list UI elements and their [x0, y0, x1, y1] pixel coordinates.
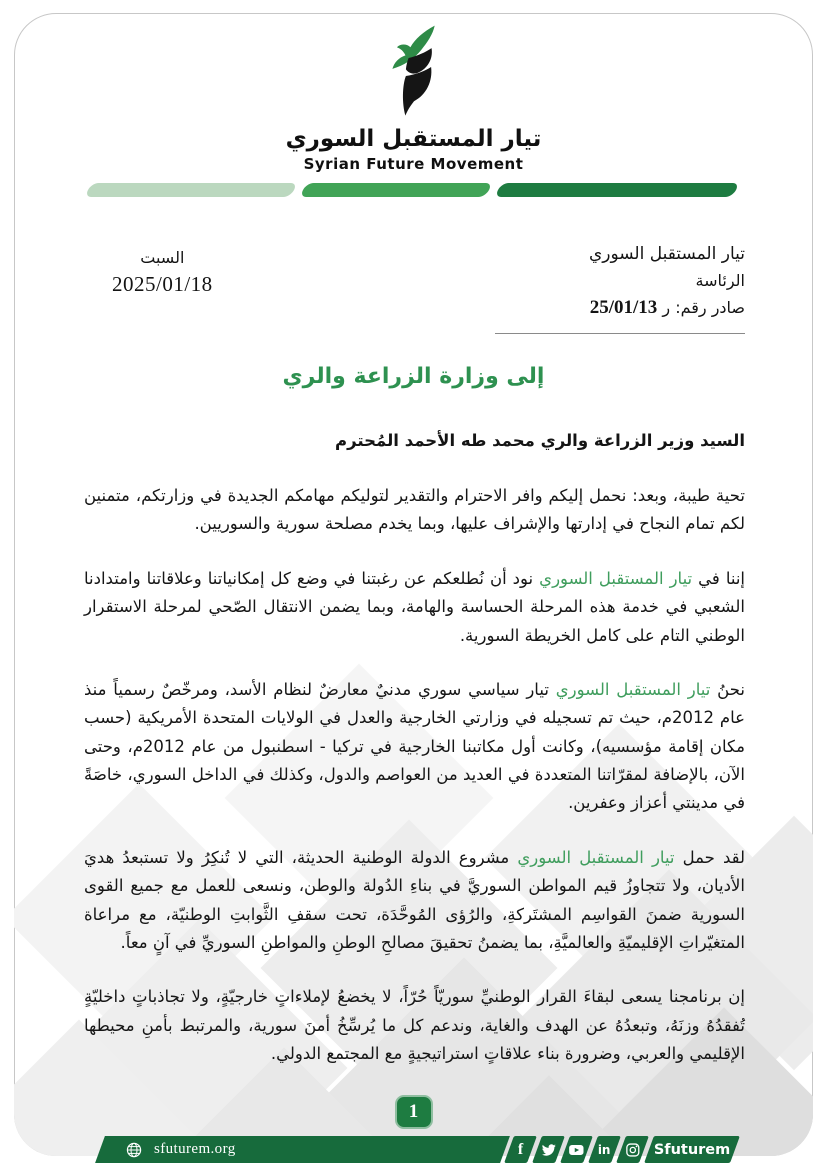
header-divider-bars [88, 183, 739, 197]
social-handle[interactable] [644, 1136, 740, 1163]
paragraph-text-segment: مشروع الدولة الوطنية الحديثة، التي لا تُنكِرُ ولا تستبعدُ هديَ الأديان، ولا تتجاوزُ قيم المواطن السوريَّ في بناءِ الدُولة والوطن، ونسعى للعمل مع جميع القوى السورية ضمنَ القواسِم المشتَركةِ، والرُؤى المُوحَّدَة، تحت سقفِ الثَّوابتِ الوطنيّة، مع مراعاة المتغيّراتِ الإقليميّةِ والعالميَّةِ، بما يضمنُ تحقيقَ مصالحِ الوطنِ والمواطنِ السوريِّ في آنٍ معاً. [84, 847, 745, 952]
letter-body [84, 482, 745, 1068]
flame-bird-logo-icon [387, 24, 441, 120]
org-name-english: Syrian Future Movement [303, 155, 524, 173]
letter-paragraph [84, 482, 745, 539]
paragraph-text-segment: لقد حمل [674, 847, 745, 867]
org-line: تيار المستقبل السوري [588, 244, 745, 264]
letter-paragraph [84, 844, 745, 958]
date-value: 2025/01/18 [112, 272, 213, 296]
divider-bar-dark [494, 183, 739, 197]
reference-number: 25/01/13 [589, 297, 658, 318]
department-line: الرئاسة [695, 271, 745, 290]
social-links [509, 1136, 735, 1163]
addressee-line: السيد وزير الزراعة والري محمد طه الأحمد المُحترم [335, 431, 745, 450]
facebook-icon[interactable]: f [504, 1136, 537, 1163]
paragraph-text-segment: إننا في [692, 568, 745, 588]
paragraph-text-segment: إن برنامجنا يسعى لبقاءَ القرار الوطنيِّ سوريّاً حُرّاً، لا يخضعُ لإملاءاتٍ خارجيّةٍ، ولا تجاذباتٍ داخليّةٍ تُفقدُهُ وزنَهُ، وتبعدُهُ عن الهدف والغاية، وندعم كل ما يُرسِّخُ أمنَ سورية، والمرتبط بأمنِ محيطها الإقليمي والعربي، وضرورة بناء علاقاتٍ استراتيجيةٍ مع المجتمع الدولي. [84, 987, 745, 1063]
page-number: 1 [395, 1095, 433, 1129]
paragraph-text-segment: تيار سياسي سوري مدنيٌ معارضٌ لنظام الأسد، ومرخّصٌ رسمياً منذ عام 2012م، حيث تم تسجيله في وزارتي الخارجية والعدل في الولايات المتحدة الأمريكية (حسب مكان إقامة مؤسسيه)، وكانت أول مكاتبنا الخارجية في تركيا - اسطنبول من عام 2012م، وحتى الآن، بالإضافة لمقرّاتنا المتعددة في العديد من العواصم والدول، وكذلك في الداخل السوري، خاصَةً في مدينتي أعزاز وعفرين. [84, 679, 745, 813]
linkedin-icon[interactable]: in [588, 1136, 621, 1163]
org-logo [387, 24, 441, 124]
youtube-icon[interactable] [560, 1136, 593, 1163]
website-bar[interactable] [95, 1136, 510, 1163]
weekday-label: السبت [140, 248, 185, 267]
twitter-icon[interactable] [532, 1136, 565, 1163]
letter-paragraph [84, 983, 745, 1068]
letterhead-meta [112, 241, 745, 334]
paragraph-text-segment: نود أن نُطلعكم عن رغبتنا في وضع كل إمكانياتنا وعلاقاتنا وامتدادنا الشعبي في خدمة هذه المرحلة الحساسة والهامة، وبما يضمن الانتقال الصّحي لمرحلة الاستقرار الوطني التام على كامل الخريطة السورية. [84, 568, 745, 645]
org-name-inline: تيار المستقبل السوري [555, 679, 711, 699]
date-block [112, 241, 213, 298]
paragraph-text-segment: نحنُ [710, 679, 745, 699]
org-name-inline: تيار المستقبل السوري [539, 568, 693, 588]
reference-label: صادر رقم: ر [662, 298, 745, 317]
website-url[interactable]: sfuturem.org [154, 1141, 236, 1157]
letter-title: إلى وزارة الزراعة والري [282, 364, 545, 389]
paragraph-text-segment: تحية طيبة، وبعد: نحمل إليكم وافر الاحترام والتقدير لتوليكم مهامكم الجديدة في وزارتكم، متمنين لكم تمام النجاح في إدارتها والإشراف عليها، وبما يخدم مصلحة سورية والسوريين. [84, 486, 745, 534]
divider-bar-light [84, 183, 297, 197]
footer [0, 1136, 827, 1163]
letter-paragraph [84, 676, 745, 818]
divider-bar-medium [299, 183, 492, 197]
reference-block [495, 241, 745, 334]
globe-icon [126, 1142, 142, 1158]
social-handle-label: Sfuturem [653, 1141, 731, 1158]
org-name-inline: تيار المستقبل السوري [517, 847, 675, 867]
letter-paragraph [84, 565, 745, 650]
instagram-icon[interactable] [616, 1136, 649, 1163]
reference-line [495, 295, 745, 321]
org-name-arabic: تيار المستقبل السوري [285, 126, 542, 152]
